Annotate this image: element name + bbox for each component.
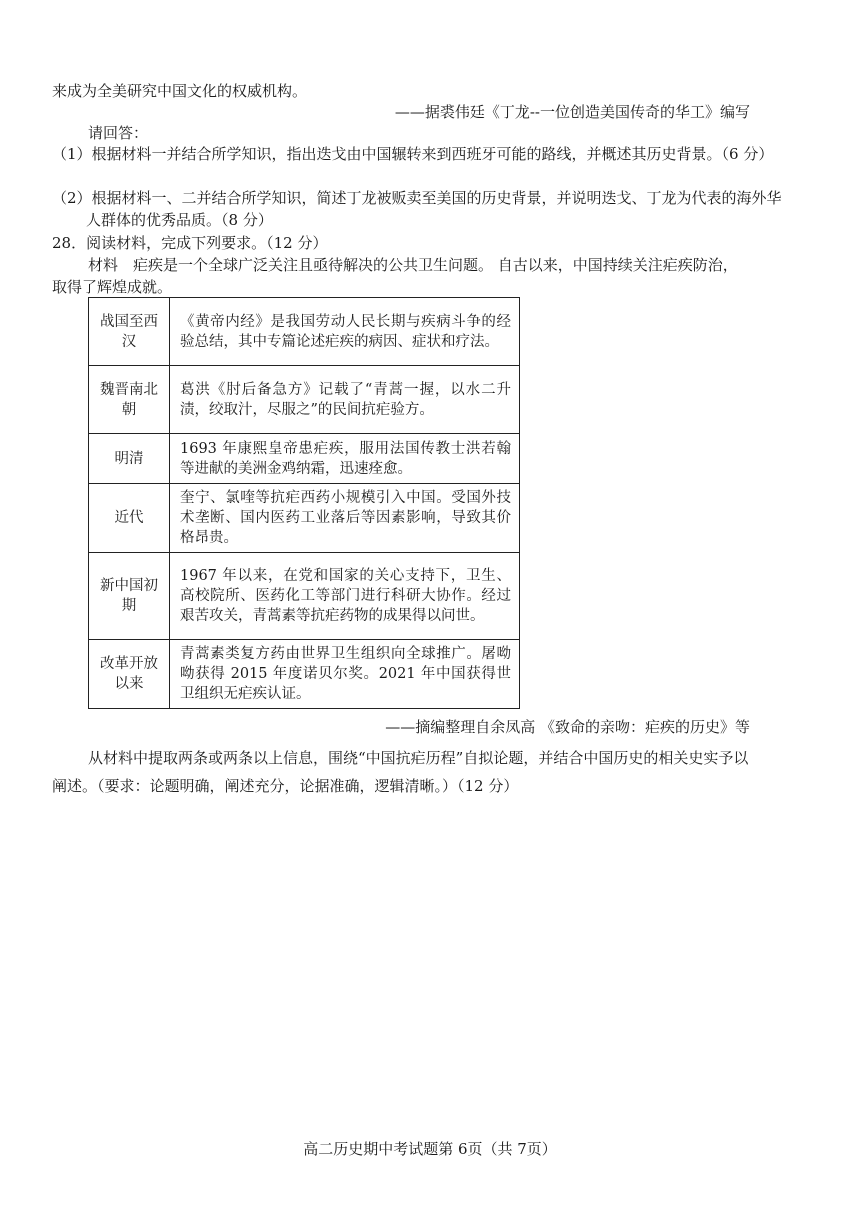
question-28-title: 28．阅读材料，完成下列要求。（12 分） <box>52 234 328 252</box>
malaria-history-table <box>88 297 520 709</box>
source-citation-1: ——据裘伟廷《丁龙--一位创造美国传奇的华工》编写 <box>394 103 750 121</box>
table-row <box>89 298 520 366</box>
table-row <box>89 553 520 640</box>
description-cell: 奎宁、氯喹等抗疟西药小规模引入中国。受国外技术垄断、国内医药工业落后等因素影响，导致其价格昂贵。 <box>170 484 520 553</box>
table-row <box>89 640 520 709</box>
answer-prompt: 请回答： <box>88 124 149 142</box>
table-row <box>89 366 520 434</box>
page-footer: 高二历史期中考试题第 6页（共 7页） <box>303 1140 557 1158</box>
description-cell: 《黄帝内经》是我国劳动人民长期与疾病斗争的经验总结，其中专篇论述疟疾的病因、症状和疗法。 <box>170 298 520 366</box>
continuation-text: 来成为全美研究中国文化的权威机构。 <box>52 82 308 100</box>
era-cell: 新中国初期 <box>89 553 170 640</box>
description-cell: 1693 年康熙皇帝患疟疾，服用法国传教士洪若翰等进献的美洲金鸡纳霜，迅速痊愈。 <box>170 434 520 484</box>
era-cell: 明清 <box>89 434 170 484</box>
table-row <box>89 434 520 484</box>
era-cell: 战国至西汉 <box>89 298 170 366</box>
question-1: （1）根据材料一并结合所学知识，指出迭戈由中国辗转来到西班牙可能的路线，并概述其历史背景。（6 分） <box>52 145 774 163</box>
source-citation-2: ——摘编整理自余凤高 《致命的亲吻：疟疾的历史》等 <box>385 718 750 736</box>
question-2: （2）根据材料一、二并结合所学知识，简述丁龙被贩卖至美国的历史背景，并说明迭戈、丁龙为代表的海外华人群体的优秀品质。（8 分） <box>52 189 782 229</box>
material-intro: 材料 疟疾是一个全球广泛关注且亟待解决的公共卫生问题。 自古以来，中国持续关注疟疾防治，取得了辉煌成就。 <box>52 256 738 296</box>
description-cell: 1967 年以来，在党和国家的关心支持下，卫生、高校院所、医药化工等部门进行科研大协作。经过艰苦攻关，青蒿素等抗疟药物的成果得以问世。 <box>170 553 520 640</box>
table-row <box>89 484 520 553</box>
era-cell: 改革开放以来 <box>89 640 170 709</box>
era-cell: 近代 <box>89 484 170 553</box>
era-cell: 魏晋南北朝 <box>89 366 170 434</box>
task-instructions: 从材料中提取两条或两条以上信息，围绕“中国抗疟历程”自拟论题，并结合中国历史的相关史实予以阐述。（要求：论题明确，阐述充分，论据准确，逻辑清晰。）（12 分） <box>52 749 749 795</box>
description-cell: 青蒿素类复方药由世界卫生组织向全球推广。屠呦呦获得 2015 年度诺贝尔奖。2021 年中国获得世卫组织无疟疾认证。 <box>170 640 520 709</box>
description-cell: 葛洪《肘后备急方》记载了“青蒿一握，以水二升渍，绞取汁，尽服之”的民间抗疟验方。 <box>170 366 520 434</box>
